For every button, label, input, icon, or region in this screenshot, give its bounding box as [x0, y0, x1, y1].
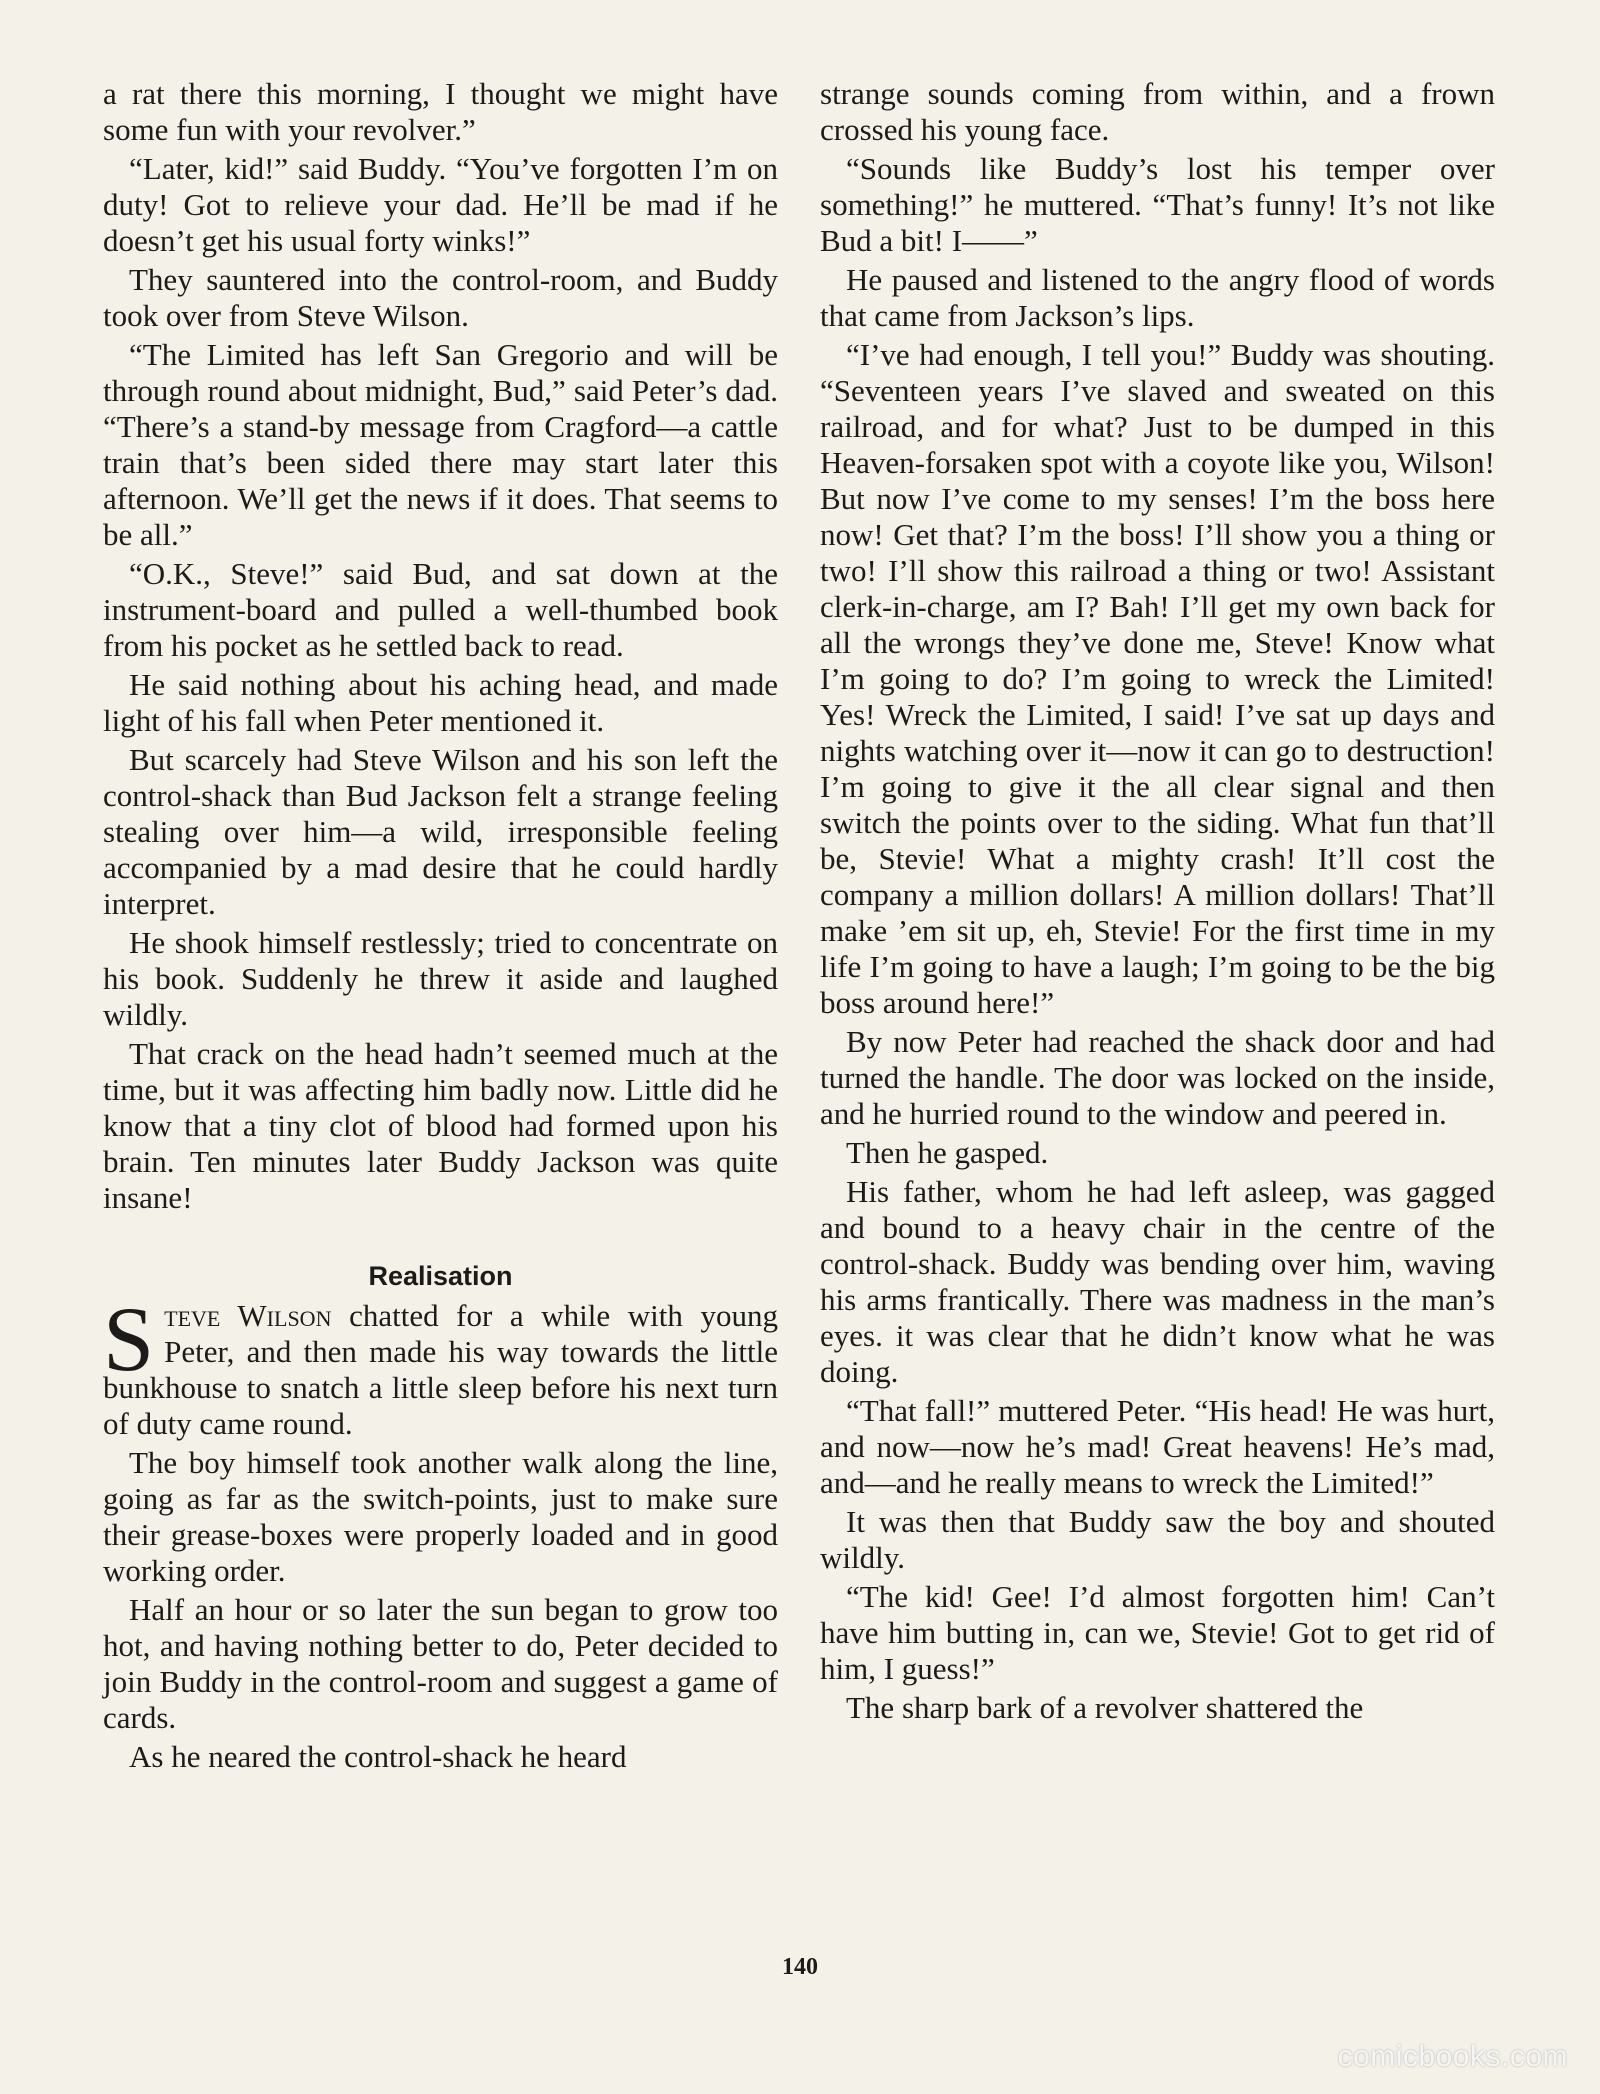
paragraph: “That fall!” muttered Peter. “His head! He was hurt, and now—now he’s mad! Great heavens! He’s mad, and—and he really means to wreck the Limited!”: [820, 1393, 1495, 1500]
drop-cap: S: [103, 1288, 155, 1390]
paragraph: “O.K., Steve!” said Bud, and sat down at the instrument-board and pulled a well-thumbed book from his pocket as he settled back to read.: [103, 556, 778, 663]
section-heading: Realisation: [368, 1261, 513, 1291]
paragraph: He paused and listened to the angry flood of words that came from Jackson’s lips.: [820, 262, 1495, 333]
paragraph: “Sounds like Buddy’s lost his temper over something!” he muttered. “That’s funny! It’s not like Bud a bit! I——”: [820, 151, 1495, 258]
small-caps-lead: teve Wilson: [164, 1298, 332, 1333]
paragraph: “I’ve had enough, I tell you!” Buddy was shouting. “Seventeen years I’ve slaved and sweated on this railroad, and for what? Just to be dumped in this Heaven-forsaken spot with a coyote like you, Wilson! But now I’ve come to my senses! I’m the boss here now! Get that? I’m the boss! I’ll show you a thing or two! I’ll show this railroad a thing or two! Assistant clerk-in-charge, am I? Bah! I’ll get my own back for all the wrongs they’ve done me, Steve! Know what I’m going to do? I’m going to wreck the Limited! Yes! Wreck the Limited, I said! I’ve sat up days and nights watching over it—now it can go to destruction! I’m going to give it the all clear signal and then switch the points over to the siding. What fun that’ll be, Stevie! What a mighty crash! It’ll cost the company a million dollars! A million dollars! That’ll make ’em sit up, eh, Stevie! For the first time in my life I’m going to have a laugh; I’m going to be the big boss around here!”: [820, 337, 1495, 1020]
paragraph: He shook himself restlessly; tried to concentrate on his book. Suddenly he threw it aside and laughed wildly.: [103, 925, 778, 1032]
paragraph: “The kid! Gee! I’d almost forgotten him! Can’t have him butting in, can we, Stevie! Got to get rid of him, I guess!”: [820, 1579, 1495, 1686]
left-column: [103, 76, 778, 1778]
paragraph: strange sounds coming from within, and a frown crossed his young face.: [820, 76, 1495, 147]
page-number: 140: [782, 1954, 818, 1980]
paragraph: But scarcely had Steve Wilson and his son left the control-shack than Bud Jackson felt a strange feeling stealing over him—a wild, irresponsible feeling accompanied by a mad desire that he could hardly interpret.: [103, 742, 778, 921]
paragraph: “Later, kid!” said Buddy. “You’ve forgotten I’m on duty! Got to relieve your dad. He’ll be mad if he doesn’t get his usual forty winks!”: [103, 151, 778, 258]
right-column: [820, 76, 1495, 1729]
paragraph: That crack on the head hadn’t seemed much at the time, but it was affecting him badly now. Little did he know that a tiny clot of blood had formed upon his brain. Ten minutes later Buddy Jackson was quite insane!: [103, 1036, 778, 1215]
paragraph: The boy himself took another walk along the line, going as far as the switch-points, just to make sure their grease-boxes were properly loaded and in good working order.: [103, 1445, 778, 1588]
watermark: comicbooks.com: [1337, 2040, 1568, 2073]
paragraph: As he neared the control-shack he heard: [129, 1739, 627, 1774]
paragraph: “The Limited has left San Gregorio and will be through round about midnight, Bud,” said Peter’s dad. “There’s a stand-by message from Cragford—a cattle train that’s been sided there may start later this afternoon. We’ll get the news if it does. That seems to be all.”: [103, 337, 778, 552]
paragraph: Then he gasped.: [846, 1135, 1049, 1170]
paragraph: He said nothing about his aching head, and made light of his fall when Peter mentioned it.: [103, 667, 778, 738]
paragraph: By now Peter had reached the shack door and had turned the handle. The door was locked on the inside, and he hurried round to the window and peered in.: [820, 1024, 1495, 1131]
paragraph: They sauntered into the control-room, and Buddy took over from Steve Wilson.: [103, 262, 778, 333]
paragraph-text: chatted for a while with young Peter, and then made his way towards the little bunkhouse to snatch a little sleep before his next turn of duty came round.: [103, 1298, 778, 1441]
paragraph: His father, whom he had left asleep, was gagged and bound to a heavy chair in the centre of the control-shack. Buddy was bending over him, waving his arms frantically. There was madness in the man’s eyes. it was clear that he didn’t know what he was doing.: [820, 1174, 1495, 1389]
paragraph: The sharp bark of a revolver shattered the: [846, 1690, 1364, 1725]
paragraph-with-drop-cap: [103, 1288, 778, 1442]
paragraph: Half an hour or so later the sun began to grow too hot, and having nothing better to do, Peter decided to join Buddy in the control-room and suggest a game of cards.: [103, 1592, 778, 1735]
paragraph: It was then that Buddy saw the boy and shouted wildly.: [820, 1504, 1495, 1575]
paragraph: a rat there this morning, I thought we might have some fun with your revolver.”: [103, 76, 778, 147]
